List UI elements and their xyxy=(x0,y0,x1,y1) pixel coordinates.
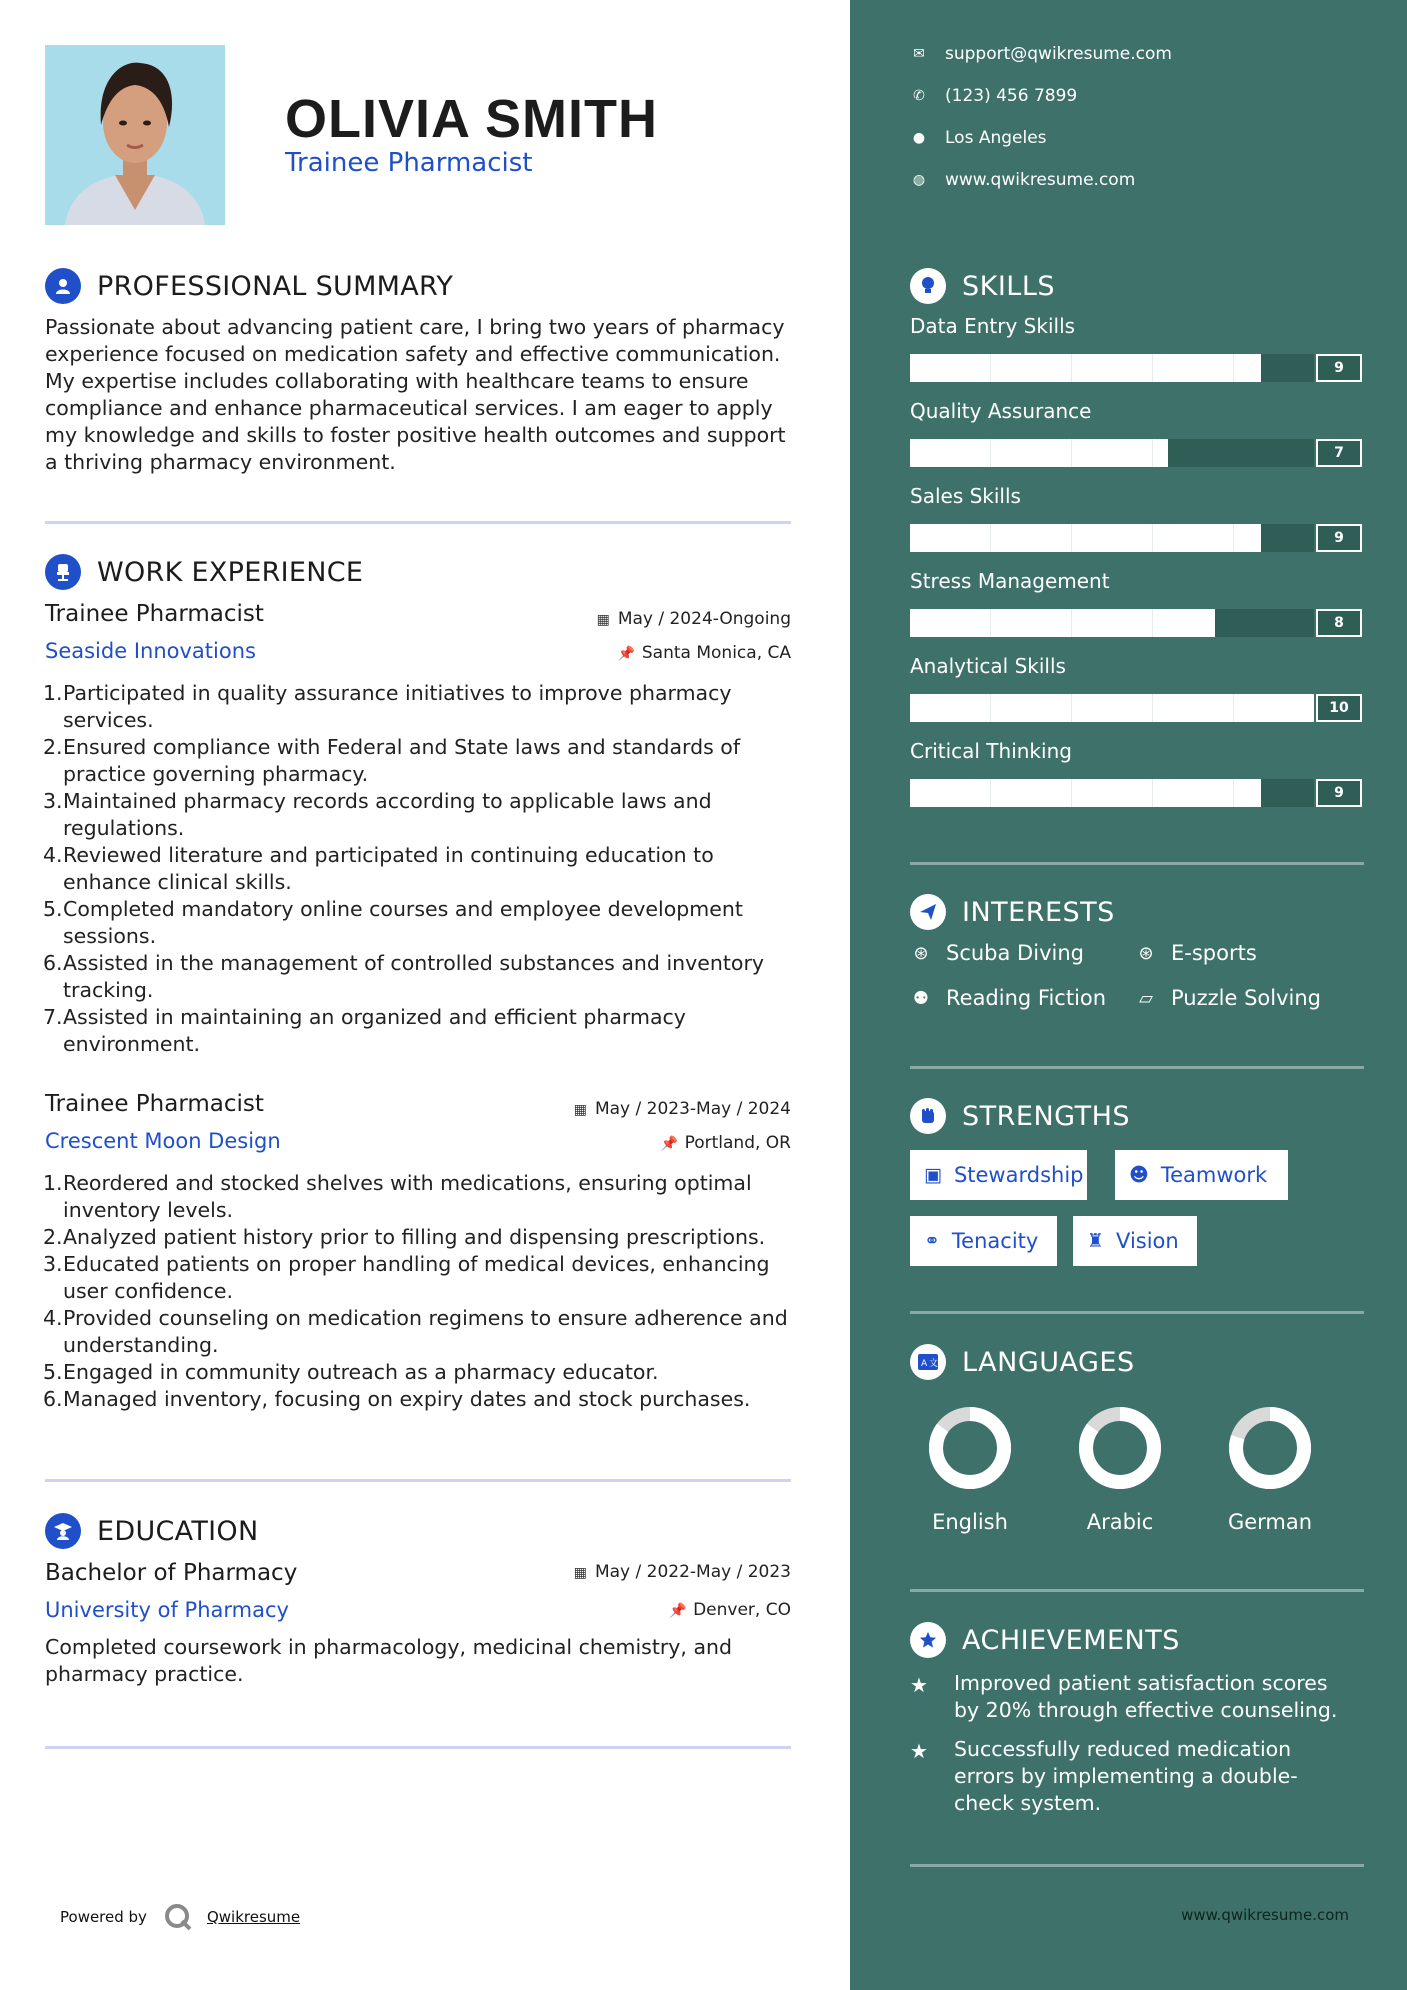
achievement-item: ★ Successfully reduced medication errors by implementing a double-check system. xyxy=(910,1737,1298,1815)
strengths-title: STRENGTHS xyxy=(962,1100,1131,1132)
skills-title: SKILLS xyxy=(962,270,1056,302)
skill-score: 8 xyxy=(1316,609,1362,637)
divider xyxy=(910,862,1364,865)
skill-bar-fill xyxy=(910,354,1261,382)
job-duties xyxy=(45,1170,795,1413)
skill-score: 9 xyxy=(1316,779,1362,807)
pin-icon: 📌 xyxy=(617,646,636,662)
divider xyxy=(910,1589,1364,1592)
skill-score: 10 xyxy=(1316,694,1362,722)
job-title: Trainee Pharmacist xyxy=(45,1091,264,1117)
location-pin-icon: ● xyxy=(912,130,926,146)
email-text: support@qwikresume.com xyxy=(945,44,1172,64)
job-company: Seaside Innovations xyxy=(45,639,256,663)
phone-text: (123) 456 7899 xyxy=(945,86,1078,106)
school-name: University of Pharmacy xyxy=(45,1598,289,1622)
achievement-item: ★ Improved patient satisfaction scores by 20% through effective counseling. xyxy=(910,1671,1338,1722)
interest-item: ⚉ Reading Fiction xyxy=(910,986,1106,1010)
pin-icon: 📌 xyxy=(660,1136,679,1152)
achievements-title: ACHIEVEMENTS xyxy=(962,1624,1180,1656)
book-icon: ▱ xyxy=(1139,987,1153,1009)
skill-label: Sales Skills xyxy=(910,484,1021,508)
skill-label: Critical Thinking xyxy=(910,739,1072,763)
job-dates-text: May / 2024-Ongoing xyxy=(617,609,791,629)
languages-heading xyxy=(910,1344,1135,1380)
qwikresume-link[interactable]: Qwikresume xyxy=(206,1908,301,1926)
skill-bar xyxy=(910,439,1344,467)
job-location xyxy=(618,643,791,663)
divider xyxy=(910,1066,1364,1069)
list-item: 4. Reviewed literature and participated in continuing education to enhance clinical skills. xyxy=(43,843,714,894)
language-icon xyxy=(910,1344,946,1380)
list-item: 3. Educated patients on proper handling of medical devices, enhancing user confidence. xyxy=(43,1252,770,1303)
divider xyxy=(910,1311,1364,1314)
shooting-star-icon: ★ xyxy=(910,1739,928,1763)
divider xyxy=(910,1864,1364,1867)
contact-location xyxy=(910,128,1047,148)
job-title: Trainee Pharmacist xyxy=(45,601,264,627)
summary-text: Passionate about advancing patient care, I bring two years of pharmacy experience focused on medication safety and effective communication. My expertise includes collaborating with healthcare teams to ensure compliance and enhance pharmaceutical services. I am eager to apply my knowledge and skills to foster positive health outcomes and support a thriving pharmacy environment. xyxy=(45,315,786,474)
education-text: Completed coursework in pharmacology, medicinal chemistry, and pharmacy practice. xyxy=(45,1635,733,1686)
job-location-text: Portland, OR xyxy=(684,1133,791,1153)
skills-heading xyxy=(910,268,1055,304)
divider xyxy=(45,1479,791,1482)
skill-bar xyxy=(910,694,1349,722)
life-ring-icon: ⊛ xyxy=(913,942,929,964)
globe-icon: ◍ xyxy=(912,172,926,188)
job-dates-text: May / 2023-May / 2024 xyxy=(594,1099,791,1119)
skill-bar xyxy=(910,609,1344,637)
list-item: 5. Completed mandatory online courses and employee development sessions. xyxy=(43,897,743,948)
svg-text:A: A xyxy=(921,1359,928,1369)
divider xyxy=(45,1746,791,1749)
svg-text:文: 文 xyxy=(929,1359,938,1369)
skill-label: Quality Assurance xyxy=(910,399,1092,423)
list-item: 7. Assisted in maintaining an organized and efficient pharmacy environment. xyxy=(43,1005,686,1056)
skill-label: Analytical Skills xyxy=(910,654,1066,678)
skill-bar xyxy=(910,354,1344,382)
list-item: 5. Engaged in community outreach as a pharmacy educator. xyxy=(43,1360,659,1384)
interest-item: ▱ Puzzle Solving xyxy=(1135,986,1321,1010)
language-item xyxy=(1060,1406,1180,1534)
candidate-name: OLIVIA SMITH xyxy=(285,89,658,149)
job-duties xyxy=(45,680,795,1058)
interests-heading xyxy=(910,894,1115,930)
shooting-star-icon: ★ xyxy=(910,1673,928,1697)
footer-site[interactable]: www.qwikresume.com xyxy=(1181,1906,1349,1924)
profile-photo xyxy=(45,45,225,225)
lightbulb-icon xyxy=(910,268,946,304)
interest-item: ⊛ E-sports xyxy=(1135,941,1257,965)
calendar-icon: ▦ xyxy=(573,1565,587,1581)
skill-bar-fill xyxy=(910,439,1168,467)
candidate-title: Trainee Pharmacist xyxy=(285,148,533,178)
skill-label: Stress Management xyxy=(910,569,1110,593)
skill-score: 9 xyxy=(1316,524,1362,552)
contact-website xyxy=(910,170,1135,190)
experience-title: WORK EXPERIENCE xyxy=(97,556,364,588)
calendar-icon: ▦ xyxy=(573,1102,587,1118)
summary-heading xyxy=(45,268,453,304)
interest-item: ⊛ Scuba Diving xyxy=(910,941,1084,965)
language-name: Arabic xyxy=(1086,1510,1154,1534)
skill-score: 9 xyxy=(1316,354,1362,382)
contact-phone xyxy=(910,86,1077,106)
location-text: Los Angeles xyxy=(945,128,1047,148)
strengths-heading xyxy=(910,1098,1130,1134)
gamepad-icon: ⚉ xyxy=(912,987,930,1009)
skill-bar xyxy=(910,779,1344,807)
job-location xyxy=(661,1133,791,1153)
star-badge-icon xyxy=(910,1622,946,1658)
list-item: 1. Participated in quality assurance initiatives to improve pharmacy services. xyxy=(43,681,732,732)
job-company: Crescent Moon Design xyxy=(45,1129,281,1153)
life-ring-icon: ⊛ xyxy=(1138,942,1154,964)
interests-title: INTERESTS xyxy=(962,896,1115,928)
language-name: German xyxy=(1227,1510,1313,1534)
degree-title: Bachelor of Pharmacy xyxy=(45,1560,298,1586)
education-dates-text: May / 2022-May / 2023 xyxy=(594,1562,791,1582)
education-title: EDUCATION xyxy=(97,1515,259,1547)
list-item: 6. Assisted in the management of controlled substances and inventory tracking. xyxy=(43,951,765,1002)
strength-badge: ♜ Vision xyxy=(1073,1216,1197,1266)
divider xyxy=(45,521,791,524)
skill-label: Data Entry Skills xyxy=(910,314,1076,338)
list-item: 1. Reordered and stocked shelves with medications, ensuring optimal inventory levels. xyxy=(43,1171,752,1222)
language-item xyxy=(910,1406,1030,1534)
language-gauge xyxy=(1228,1406,1312,1490)
strength-badge: ▣ Stewardship xyxy=(910,1150,1087,1200)
list-item: 6. Managed inventory, focusing on expiry dates and stock purchases. xyxy=(43,1387,751,1411)
powered-by-label: Powered by xyxy=(60,1908,147,1926)
education-location xyxy=(669,1600,791,1620)
job-dates xyxy=(571,1099,791,1119)
list-item: 4. Provided counseling on medication regimens to ensure adherence and understanding. xyxy=(43,1306,788,1357)
job-dates xyxy=(594,609,791,629)
list-item: 2. Analyzed patient history prior to filling and dispensing prescriptions. xyxy=(43,1225,766,1249)
language-name: English xyxy=(932,1510,1008,1534)
education-heading xyxy=(45,1513,258,1549)
list-item: 2. Ensured compliance with Federal and State laws and standards of practice governing pharmacy. xyxy=(43,735,741,786)
fist-icon xyxy=(910,1098,946,1134)
list-item: 3. Maintained pharmacy records according to applicable laws and regulations. xyxy=(43,789,712,840)
briefcase-icon: ▣ xyxy=(924,1164,942,1186)
phone-icon: ✆ xyxy=(913,88,925,104)
language-gauge xyxy=(1078,1406,1162,1490)
calendar-icon: ▦ xyxy=(596,612,610,628)
education-location-text: Denver, CO xyxy=(693,1600,791,1620)
office-chair-icon xyxy=(45,554,81,590)
achievements-heading xyxy=(910,1622,1180,1658)
sidebar xyxy=(850,0,1407,1990)
language-gauge xyxy=(928,1406,1012,1490)
skill-bar-fill xyxy=(910,609,1215,637)
skill-bar-fill xyxy=(910,779,1261,807)
experience-heading xyxy=(45,554,363,590)
contact-email xyxy=(910,44,1172,64)
envelope-icon: ✉ xyxy=(913,46,925,62)
qwikresume-logo-icon xyxy=(163,1902,193,1932)
skill-bar xyxy=(910,524,1344,552)
link-icon: ⚭ xyxy=(924,1230,940,1252)
languages-title: LANGUAGES xyxy=(962,1346,1135,1378)
website-text: www.qwikresume.com xyxy=(945,170,1136,190)
paper-plane-icon xyxy=(910,894,946,930)
users-icon: ☻ xyxy=(1129,1164,1149,1186)
skill-bar-fill xyxy=(910,694,1314,722)
pin-icon: 📌 xyxy=(669,1603,687,1619)
education-dates xyxy=(571,1562,791,1582)
skill-bar-fill xyxy=(910,524,1261,552)
graduate-icon xyxy=(45,1513,81,1549)
language-item xyxy=(1210,1406,1330,1534)
summary-title: PROFESSIONAL SUMMARY xyxy=(97,270,454,302)
strength-badge: ☻ Teamwork xyxy=(1115,1150,1288,1200)
footer-powered-by xyxy=(60,1902,300,1932)
user-icon xyxy=(45,268,81,304)
strength-badge: ⚭ Tenacity xyxy=(910,1216,1057,1266)
binoculars-icon: ♜ xyxy=(1087,1230,1105,1252)
skill-score: 7 xyxy=(1316,439,1362,467)
job-location-text: Santa Monica, CA xyxy=(641,643,791,663)
